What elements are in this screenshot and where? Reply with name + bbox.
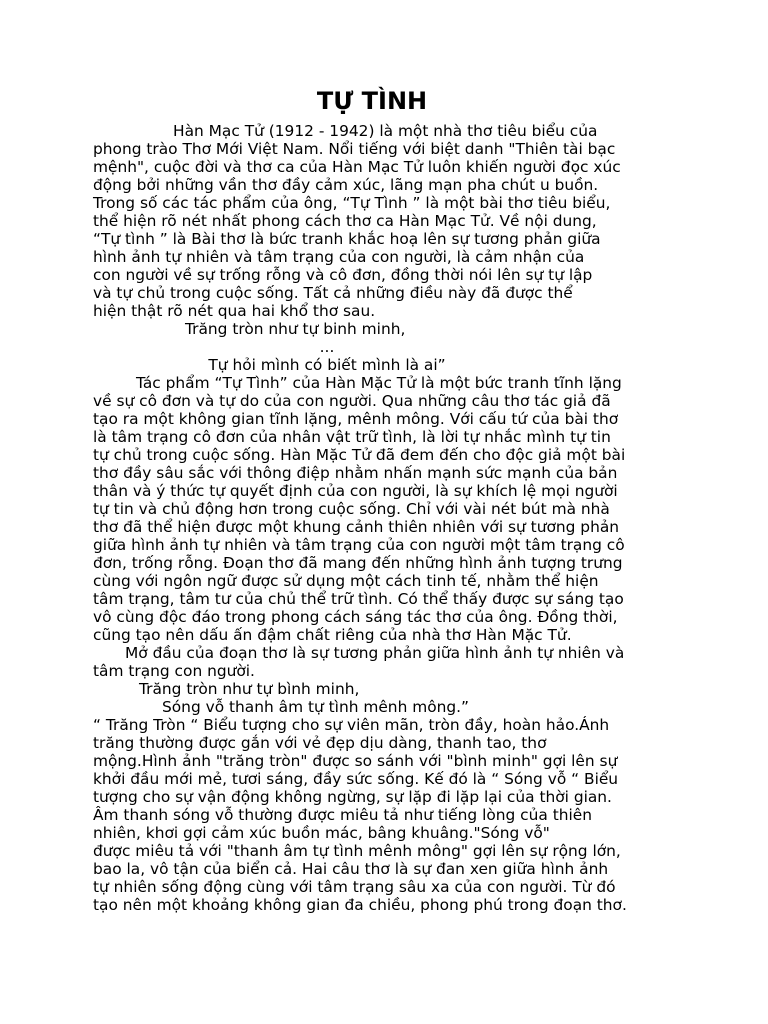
text-line: “ Trăng Tròn “ Biểu tượng cho sự viên mãn, tròn đầy, hoàn hảo.Ánh — [93, 716, 610, 734]
text-line: đơn, trống rỗng. Đoạn thơ đã mang đến những hình ảnh tượng trưng — [93, 554, 623, 572]
text-line: cùng với ngôn ngữ được sử dụng một cách tinh tế, nhằm thể hiện — [93, 572, 599, 590]
text-line: về sự cô đơn và tự do của con người. Qua những câu thơ tác giả đã — [93, 392, 611, 410]
text-line: Hàn Mạc Tử (1912 - 1942) là một nhà thơ tiêu biểu của — [173, 122, 598, 140]
text-line: thơ đã thể hiện được một khung cảnh thiên nhiên với sự tương phản — [93, 518, 620, 536]
text-line: khởi đầu mới mẻ, tươi sáng, đầy sức sống. Kế đó là “ Sóng vỗ “ Biểu — [93, 770, 619, 788]
text-line: mộng.Hình ảnh "trăng tròn" được so sánh với "bình minh" gợi lên sự — [93, 752, 618, 770]
text-line: bao la, vô tận của biển cả. Hai câu thơ là sự đan xen giữa hình ảnh — [93, 860, 609, 878]
text-line: mệnh", cuộc đời và thơ ca của Hàn Mạc Tử luôn khiến người đọc xúc — [93, 158, 621, 176]
text-line: tự chủ trong cuộc sống. Hàn Mặc Tử đã đem đến cho độc giả một bài — [93, 446, 626, 464]
text-line: và tự chủ trong cuộc sống. Tất cả những điều này đã được thể — [93, 284, 573, 302]
text-line: Trong số các tác phẩm của ông, “Tự Tình ” là một bài thơ tiêu biểu, — [93, 194, 611, 212]
text-line: “Tự tình ” là Bài thơ là bức tranh khắc hoạ lên sự tương phản giữa — [93, 230, 601, 248]
text-line: nhiên, khơi gợi cảm xúc buồn mác, bâng khuâng."Sóng vỗ" — [93, 824, 550, 842]
text-line: được miêu tả với "thanh âm tự tình mênh mông" gợi lên sự rộng lớn, — [93, 842, 621, 860]
poem-line: Trăng tròn như tự bình minh, — [139, 680, 360, 698]
poem-ellipsis: ... — [319, 338, 335, 356]
text-line: tự nhiên sống động cùng với tâm trạng sâu xa của con người. Từ đó — [93, 878, 616, 896]
document-title: TỰ TÌNH — [316, 87, 428, 115]
text-line: cũng tạo nên dấu ấn đậm chất riêng của nhà thơ Hàn Mặc Tử. — [93, 626, 572, 644]
text-line: thể hiện rõ nét nhất phong cách thơ ca Hàn Mạc Tử. Về nội dung, — [93, 212, 597, 230]
text-line: thân và ý thức tự quyết định của con người, là sự khích lệ mọi người — [93, 482, 618, 500]
text-line: phong trào Thơ Mới Việt Nam. Nổi tiếng với biệt danh "Thiên tài bạc — [93, 140, 616, 158]
poem-line: Trăng tròn như tự binh minh, — [185, 320, 406, 338]
text-line: giữa hình ảnh tự nhiên và tâm trạng của con người một tâm trạng cô — [93, 536, 625, 554]
poem-line: Tự hỏi mình có biết mình là ai” — [208, 356, 446, 374]
text-line: tâm trạng con người. — [93, 662, 255, 680]
text-line: trăng thường được gắn với vẻ đẹp dịu dàng, thanh tao, thơ — [93, 734, 547, 752]
text-line: tạo nên một khoảng không gian đa chiều, phong phú trong đoạn thơ. — [93, 896, 627, 914]
text-line: Âm thanh sóng vỗ thường được miêu tả như tiếng lòng của thiên — [93, 806, 593, 824]
text-line: tự tin và chủ động hơn trong cuộc sống. Chỉ với vài nét bút mà nhà — [93, 500, 610, 518]
text-line: hiện thật rõ nét qua hai khổ thơ sau. — [93, 302, 376, 320]
text-line: hình ảnh tự nhiên và tâm trạng của con người, là cảm nhận của — [93, 248, 585, 266]
text-line: tạo ra một không gian tĩnh lặng, mênh mông. Với cấu tứ của bài thơ — [93, 410, 619, 428]
text-line: tượng cho sự vận động không ngừng, sự lặp đi lặp lại của thời gian. — [93, 788, 612, 806]
text-line: Mở đầu của đoạn thơ là sự tương phản giữa hình ảnh tự nhiên và — [125, 644, 625, 662]
poem-line: Sóng vỗ thanh âm tự tình mênh mông.” — [162, 698, 470, 716]
text-line: Tác phẩm “Tự Tình” của Hàn Mặc Tử là một bức tranh tĩnh lặng — [136, 374, 622, 392]
text-line: là tâm trạng cô đơn của nhân vật trữ tình, là lời tự nhắc mình tự tin — [93, 428, 611, 446]
text-line: con người về sự trống rỗng và cô đơn, đồng thời nói lên sự tự lập — [93, 266, 593, 284]
text-line: động bởi những vần thơ đầy cảm xúc, lãng mạn pha chút u buồn. — [93, 176, 599, 194]
text-line: tâm trạng, tâm tư của chủ thể trữ tình. Có thể thấy được sự sáng tạo — [93, 590, 624, 608]
text-line: vô cùng độc đáo trong phong cách sáng tác thơ của ông. Đồng thời, — [93, 608, 618, 626]
text-line: thơ đầy sâu sắc với thông điệp nhằm nhấn mạnh sức mạnh của bản — [93, 464, 618, 482]
